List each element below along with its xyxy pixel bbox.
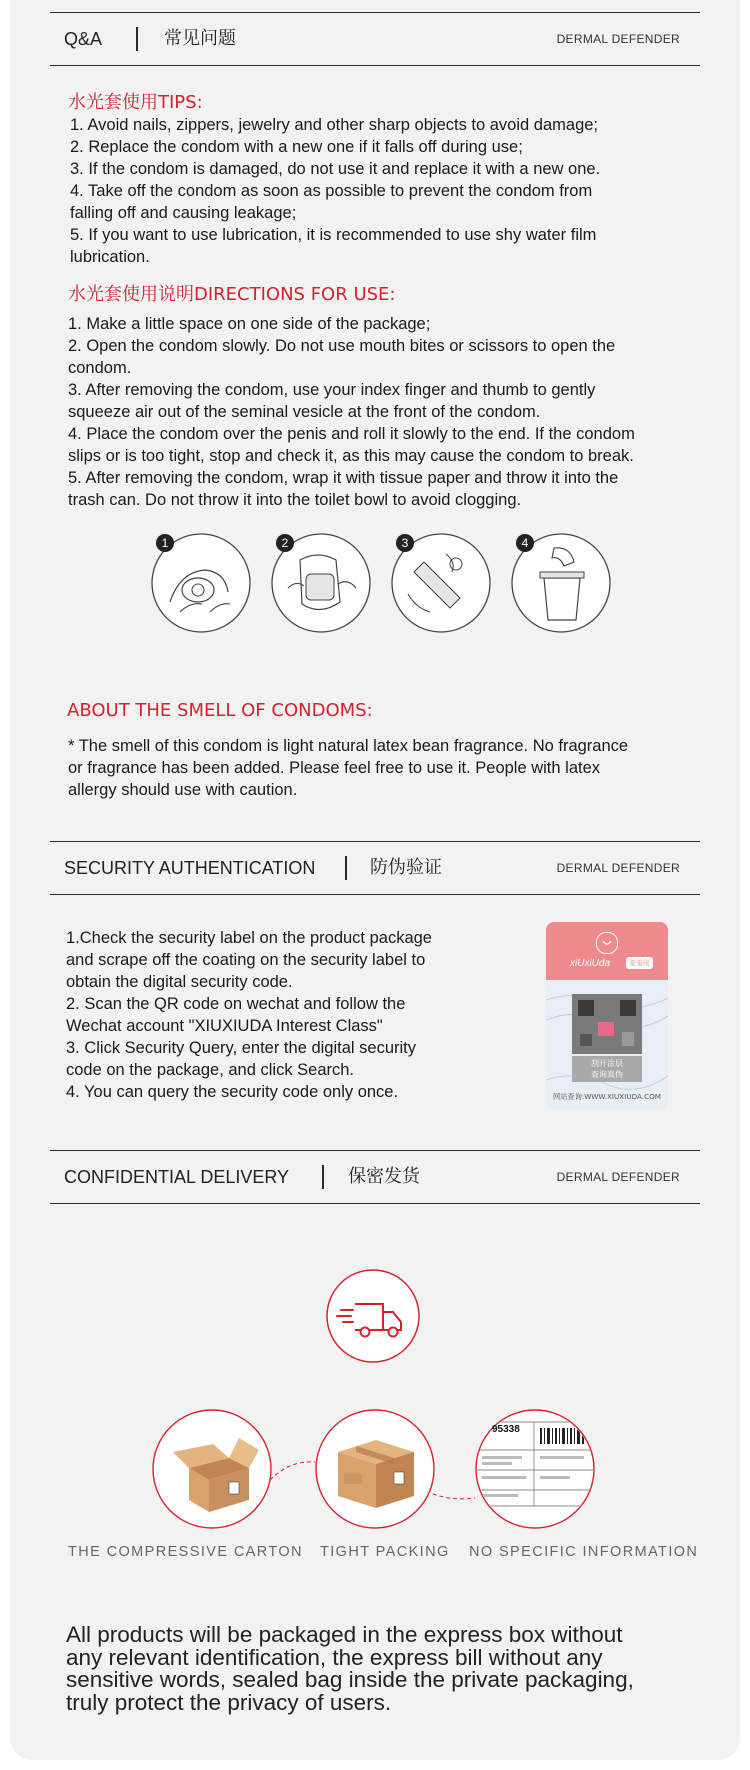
scratch-text-line2: 查询真伪 (591, 1070, 623, 1079)
tips-line: 1. Avoid nails, zippers, jewelry and other sharp objects to avoid damage; (70, 116, 598, 134)
label-brand-tag: 羞羞哒 (626, 957, 653, 969)
label-website: 网站查询:WWW.XIUXIUDA.COM (553, 1092, 661, 1101)
delivery-truck-icon (325, 1268, 421, 1364)
brand-label: DERMAL DEFENDER (556, 1170, 680, 1184)
security-line: and scrape off the coating on the security label to (66, 951, 426, 969)
tips-line: 3. If the condom is damaged, do not use it and replace it with a new one. (70, 160, 601, 178)
security-line: code on the package, and click Search. (66, 1061, 355, 1079)
directions-line: trash can. Do not throw it into the toilet bowl to avoid clogging. (68, 491, 522, 509)
step-3-illustration (390, 532, 492, 634)
header-divider (322, 1165, 324, 1189)
tips-line: 5. If you want to use lubrication, it is recommended to use shy water film (70, 226, 597, 244)
security-line: 4. You can query the security code only once. (66, 1083, 399, 1101)
tips-line: 4. Take off the condom as soon as possible to prevent the condom from (70, 182, 593, 200)
step-4-illustration (510, 532, 612, 634)
tips-line: 2. Replace the condom with a new one if it falls off during use; (70, 138, 523, 156)
step-number-badge: 4 (516, 534, 534, 552)
closing-line: any relevant identification, the express bill without any (66, 1644, 603, 1670)
brand-label: DERMAL DEFENDER (556, 32, 680, 46)
closing-statement (66, 1624, 692, 1714)
step-1-illustration (150, 532, 252, 634)
smell-line: or fragrance has been added. Please feel free to use it. People with latex (68, 759, 601, 777)
qa-header-cn-title: 常见问题 (164, 28, 236, 49)
security-header-cn-title: 防伪验证 (370, 857, 442, 878)
security-line: 2. Scan the QR code on wechat and follow the (66, 995, 406, 1013)
security-line: Wechat account "XIUXIUDA Interest Class" (66, 1017, 383, 1035)
step-number-badge: 1 (156, 534, 174, 552)
delivery-header-title: CONFIDENTIAL DELIVERY (64, 1167, 290, 1187)
directions-line: 4. Place the condom over the penis and roll it slowly to the end. If the condom (68, 425, 635, 443)
label-brand-name: xiUxiUda (570, 958, 611, 969)
tips-line: lubrication. (70, 248, 150, 266)
directions-line: 5. After removing the condom, wrap it with tissue paper and throw it into the (68, 469, 619, 487)
delivery-section-header (50, 1150, 700, 1204)
closing-line: All products will be packaged in the express box without (66, 1622, 623, 1647)
step-number-badge: 2 (276, 534, 294, 552)
qa-header-title: Q&A (64, 29, 103, 49)
step-illustrations (150, 532, 610, 642)
security-label-image (546, 922, 668, 1110)
security-line: obtain the digital security code. (66, 973, 293, 991)
scratch-coating (572, 1056, 642, 1082)
directions-title: 水光套使用说明DIRECTIONS FOR USE: (68, 284, 396, 305)
tips-title: 水光套使用TIPS: (68, 92, 203, 113)
header-divider (345, 856, 347, 880)
directions-text (68, 313, 708, 511)
directions-line: 1. Make a little space on one side of the package; (68, 315, 431, 333)
tips-text (70, 114, 696, 268)
qr-code-image (572, 994, 642, 1054)
open-carton-illustration (151, 1408, 273, 1530)
header-divider (136, 27, 138, 51)
directions-line: 2. Open the condom slowly. Do not use mouth bites or scissors to open the (68, 337, 616, 355)
closing-line: sensitive words, sealed bag inside the private packaging, (66, 1667, 634, 1692)
caption-carton: THE COMPRESSIVE CARTON (68, 1544, 303, 1560)
express-bill-illustration (474, 1408, 596, 1530)
closing-line: truly protect the privacy of users. (66, 1689, 392, 1715)
security-section-header (50, 841, 700, 895)
smell-line: * The smell of this condom is light natural latex bean fragrance. No fragrance (68, 737, 629, 755)
sealed-box-illustration (314, 1408, 436, 1530)
brand-logo-icon (596, 932, 618, 954)
directions-line: squeeze air out of the seminal vesicle at the front of the condom. (68, 403, 541, 421)
tips-line: falling off and causing leakage; (70, 204, 297, 222)
brand-label: DERMAL DEFENDER (556, 861, 680, 875)
smell-line: allergy should use with caution. (68, 781, 298, 799)
directions-line: condom. (68, 359, 132, 377)
security-line: 1.Check the security label on the product package (66, 929, 432, 947)
qa-section-header (50, 12, 700, 66)
step-number-badge: 3 (396, 534, 414, 552)
bill-number: 95338 (492, 1424, 520, 1435)
caption-tight-packing: TIGHT PACKING (320, 1544, 450, 1560)
delivery-header-cn-title: 保密发货 (348, 1166, 420, 1187)
directions-line: 3. After removing the condom, use your index finger and thumb to gently (68, 381, 596, 399)
security-header-title: SECURITY AUTHENTICATION (64, 858, 316, 878)
scratch-text-line1: 刮开涂层 (591, 1059, 623, 1068)
directions-line: slips or is too tight, stop and check it, as this may cause the condom to break. (68, 447, 634, 465)
smell-text (68, 735, 698, 801)
security-text (66, 927, 498, 1103)
caption-no-info: NO SPECIFIC INFORMATION (469, 1544, 699, 1560)
smell-title: ABOUT THE SMELL OF CONDOMS: (67, 700, 373, 721)
step-2-illustration (270, 532, 372, 634)
security-line: 3. Click Security Query, enter the digital security (66, 1039, 416, 1057)
